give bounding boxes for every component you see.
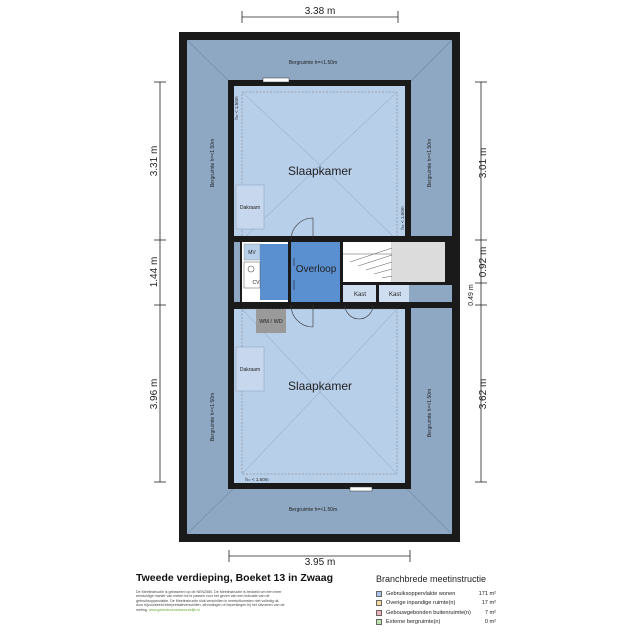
wm-wd-label: WM / WD: [259, 319, 283, 325]
dim-bottom: 3.95 m: [304, 557, 336, 568]
disclaimer-link[interactable]: www.gebiedsverantwoordelijk.nl: [148, 607, 200, 612]
legend-swatch: [376, 610, 382, 616]
window-bottom: [350, 487, 372, 491]
window-top: [263, 78, 289, 82]
disclaimer-text: De Meetinstructie is gebaseerd op de NEN2580. De Meetinstructie is bedoeld om een meer eenduidige manier van meten tot te passen voor het geven van een indicatie van de gebruiksoppervlakte. De Meetinstructie sluit verschillen in meetuitkomsten niet volledig uit, door bijvoorbeeld interpretatieverschillen, afrondingen of beperkingen bij het uitvoeren van de meting.: [136, 590, 285, 612]
dim-right-middle: 0.92 m: [478, 246, 489, 278]
dim-right-lower: 3.62 m: [478, 378, 489, 410]
dim-left-upper: 3.31 m: [149, 145, 160, 177]
berg-right-top: Bergruimte h=<1.50m: [427, 138, 433, 188]
berg-right-bottom: Bergruimte h=<1.50m: [427, 388, 433, 438]
disclaimer: [136, 590, 286, 612]
stair-void: [392, 242, 445, 282]
kast-left-label: Kast: [353, 292, 367, 298]
legend-label: Overige inpandige ruimte(n): [386, 600, 456, 607]
legend-row: [376, 599, 496, 609]
room-slaapkamer-bottom: Slaapkamer: [287, 379, 353, 393]
dim-right-upper: 3.01 m: [478, 147, 489, 179]
berg-left-top: Bergruimte h=<1.50m: [210, 138, 216, 188]
legend-label: Externe bergruimte(n): [386, 619, 441, 626]
plan-title: Tweede verdieping, Boeket 13 in Zwaag: [136, 572, 334, 584]
h-inner-right: h= < 1.50m: [400, 206, 405, 230]
legend-swatch: [376, 600, 382, 606]
legend: [376, 574, 496, 627]
legend-value: 0 m²: [484, 619, 496, 626]
berg-bottom: Bergruimte h=<1.50m: [288, 507, 338, 513]
h-inner-top: h= < 1.50m: [234, 96, 239, 120]
legend-label: Gebruiksoppervlakte wonen: [386, 590, 456, 597]
dim-left-lower: 3.96 m: [149, 378, 160, 410]
h-inner-bottom: h= < 1.50m: [245, 477, 269, 482]
dakraam-bottom-label: Dakraam: [239, 367, 261, 373]
dim-top: 3.38 m: [304, 6, 336, 17]
dakraam-top-label: Dakraam: [239, 205, 261, 211]
legend-swatch: [376, 591, 382, 597]
berg-top: Bergruimte h=<1.50m: [288, 60, 338, 66]
overloop-left-part: [260, 244, 288, 300]
cv-label: CV: [252, 280, 260, 286]
berg-left-bottom: Bergruimte h=<1.50m: [210, 392, 216, 442]
room-slaapkamer-top: Slaapkamer: [287, 164, 353, 178]
legend-value: 17 m²: [481, 600, 496, 607]
legend-value: 171 m²: [478, 590, 496, 597]
legend-row: [376, 608, 496, 618]
room-overloop: Overloop: [295, 264, 337, 275]
legend-row: [376, 618, 496, 628]
legend-swatch: [376, 619, 382, 625]
kast-right-label: Kast: [388, 292, 402, 298]
legend-value: 7 m²: [484, 609, 496, 616]
legend-row: [376, 589, 496, 599]
slaapkamer-bottom-floor: [234, 309, 405, 483]
mv-label: MV: [248, 250, 256, 256]
legend-label: Gebouwgebonden buitenruimte(n): [386, 609, 471, 616]
dim-left-middle: 1.44 m: [149, 256, 160, 288]
dim-right-small: 0.49 m: [468, 284, 475, 306]
legend-title: Branchbrede meetinstructie: [376, 574, 487, 584]
